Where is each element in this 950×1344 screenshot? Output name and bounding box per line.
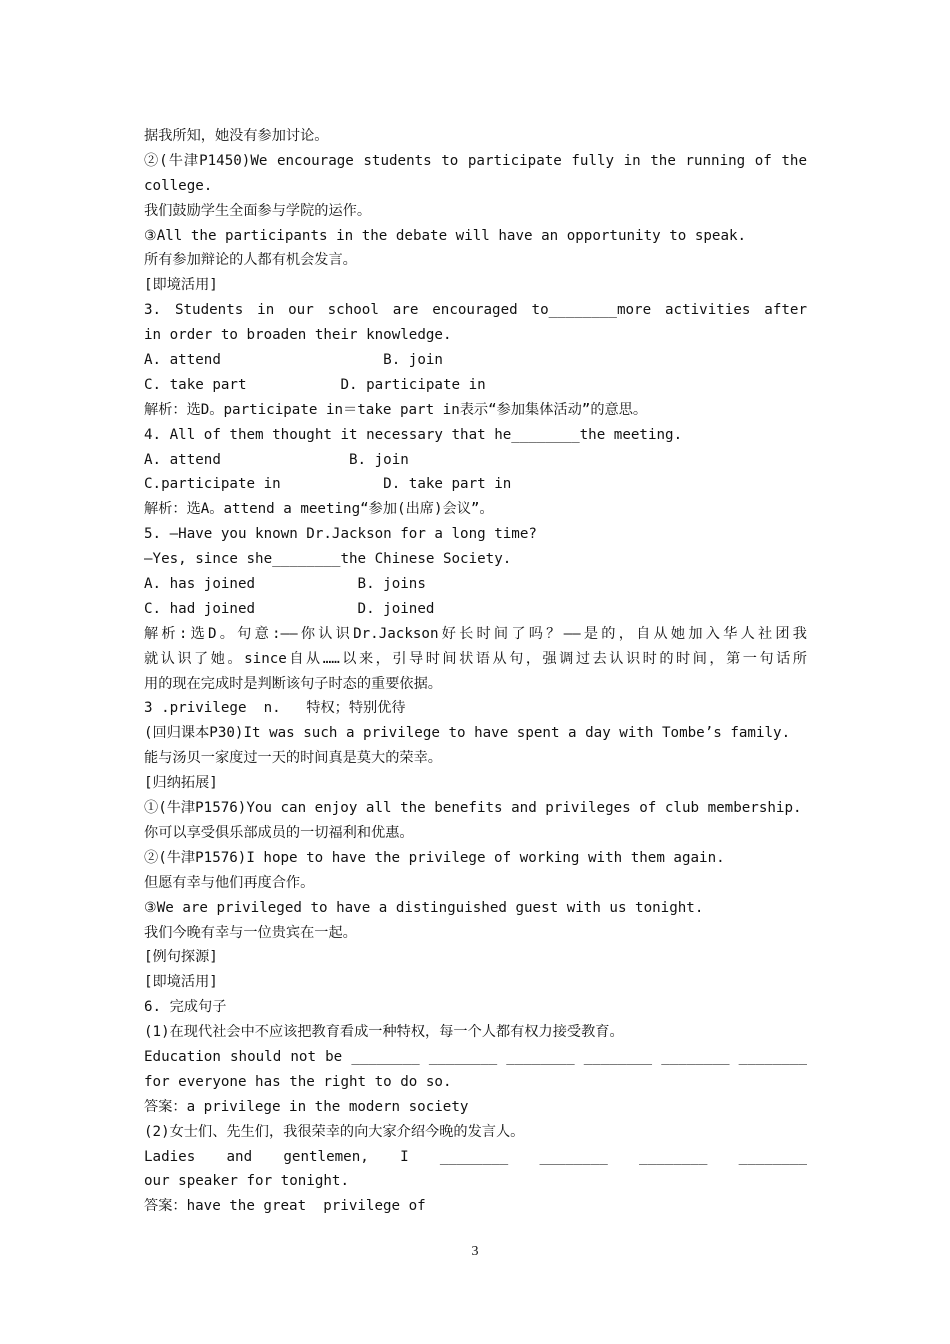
text-line: ②(牛津P1450)We encourage students to participate fully in the running of the [144,152,807,169]
vocab-heading: 3 .privilege n. 特权；特别优待 [144,700,406,717]
answer-line: 答案：a privilege in the modern society [144,1098,469,1115]
text-line: ②(牛津P1576)I hope to have the privilege of working with them again. [144,849,725,866]
text-line: 能与汤贝一家度过一天的时间真是莫大的荣幸。 [144,750,442,767]
text-line: 你可以享受俱乐部成员的一切福利和优惠。 [144,824,414,841]
text-line: 我们鼓励学生全面参与学院的运作。 [144,202,372,219]
text-line: our speaker for tonight. [144,1173,349,1190]
text-line: (1)在现代社会中不应该把教育看成一种特权，每一个人都有权力接受教育。 [144,1024,624,1041]
answer-explanation: 解析:选D。句意:——你认识Dr.Jackson好长时间了吗？——是的，自从她加入华人社团我 [144,625,807,642]
text-line: 就认识了她。since自从……以来，引导时间状语从句，强调过去认识时的时间，第一句话所 [144,650,807,667]
option-row: A. attend B. join [144,451,409,468]
section-label: [即境活用] [144,277,218,294]
option-row: C.participate in D. take part in [144,476,512,493]
text-line: in order to broaden their knowledge. [144,327,452,344]
text-line: (回归课本P30)It was such a privilege to have spent a day with Tombe’s family. [144,725,791,742]
option-row: C. take part D. participate in [144,376,486,393]
option-row: A. attend B. join [144,352,443,369]
text-line: ①(牛津P1576)You can enjoy all the benefits and privileges of club membership. [144,800,802,817]
text-line: ③All the participants in the debate will have an opportunity to speak. [144,227,747,244]
section-label: [归纳拓展] [144,775,218,792]
text-line: (2)女士们、先生们，我很荣幸的向大家介绍今晚的发言人。 [144,1123,525,1140]
text-line: ③We are privileged to have a distinguished guest with us tonight. [144,899,704,916]
question-4-stem: 4. All of them thought it necessary that he________the meeting. [144,426,683,443]
fill-in-line: Education should not be ________ ________ ________ ________ ________ ________ [144,1048,807,1065]
fill-in-line: Ladies and gentlemen, I ________ ________ ________ ________ [144,1148,807,1165]
text-line: 据我所知，她没有参加讨论。 [144,128,329,144]
option-row: C. had joined D. joined [144,600,435,617]
question-6-heading: 6. 完成句子 [144,999,227,1016]
text-line: 用的现在完成时是判断该句子时态的重要依据。 [144,675,442,692]
document-body [144,124,807,1219]
text-line: college. [144,177,213,194]
answer-explanation: 解析：选A。attend a meeting“参加(出席)会议”。 [144,501,494,518]
text-line: —Yes, since she________the Chinese Society. [144,551,512,568]
text-line: 我们今晚有幸与一位贵宾在一起。 [144,924,357,941]
section-label: [例句探源] [144,949,218,966]
answer-explanation: 解析：选D。participate in＝take part in表示“参加集体活动”的意思。 [144,401,648,418]
text-line: for everyone has the right to do so. [144,1073,452,1090]
answer-line: 答案：have the great privilege of [144,1198,426,1215]
page-number: 3 [471,1244,479,1259]
section-label: [即境活用] [144,974,218,991]
option-row: A. has joined B. joins [144,576,426,593]
text-line: 所有参加辩论的人都有机会发言。 [144,252,357,269]
question-3-stem: 3. Students in our school are encouraged to________more activities after [144,302,807,319]
question-5-stem: 5. —Have you known Dr.Jackson for a long time? [144,526,537,543]
text-line: 但愿有幸与他们再度合作。 [144,874,315,891]
